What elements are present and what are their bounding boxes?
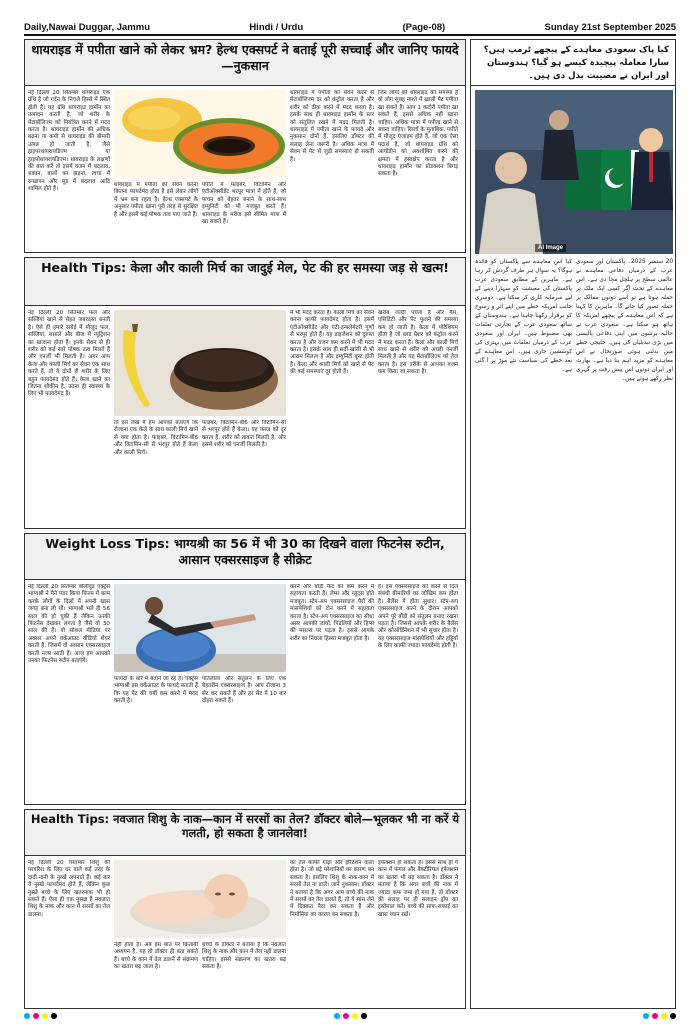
- article-column: का तेल काफी गाढ़ा और इरिटेशन वाला होता है। जो बड़े परेशानियों का कारण बन सकता है। इसलिए शिशु के नाक-कान में सरसों तेल ना डालें। जानें नुकसान। डॉक्टर ने बताया है कि अगर आप बच्चे की नाक में सरसों का तेल डालते हैं, तो ये सांस लेने में दिक्कत पैदा कर सकता है और निमोनिया का कारण बन सकता है।: [290, 860, 374, 918]
- registration-marks-center: [334, 1013, 367, 1019]
- article-column: पपीते में फाइबर, विटामिन और एंटीऑक्सीडेंट भरपूर मात्रा में होते हैं, जो पाचन को बेहतर बनाने के साथ-साथ इम्युनिटी को भी मजबूत करते हैं। थायराइड के मरीज इसे सीमित मात्रा में खा सकते हैं।: [202, 182, 286, 226]
- page-number: (Page-08): [402, 22, 446, 33]
- magenta-mark: [33, 1013, 39, 1019]
- papaya-photo: [114, 90, 286, 178]
- article-column: नई दिल्ली 20 सितम्बर शिशु की परवरिश के लिए घर वाले कई तरह के दादी-नानी के नुस्खे अपनाते हैं। कई बार ये नुस्खे फायदेमंद होते हैं, लेकिन कुछ नुस्खे बच्चे के लिए खतरनाक भी हो सकते हैं। ऐसा ही एक नुस्खा है नवजात शिशु के नाक और कान में सरसों का तेल डालना।: [28, 860, 110, 918]
- article-column: नहीं होता है। अब इस बात पर किताबी अध्ययन है, यह तो डॉक्टर ही बता सकते हैं। बच्चे के कान में तेल डालने से संक्रमण का खतरा बढ़ जाता है।: [114, 942, 198, 971]
- print-footer: [24, 1012, 676, 1020]
- article-column: जिन लोगों को थायराइड की समस्या है वो लोग सुबह नाश्ते में खाली पेट पपीता खा सकते हैं। आप 1 कटोरी पपीता खा सकते हैं, इससे अधिक नहीं खाना चाहिए। अधिक मात्रा में पपीता खाने से बचना चाहिए। रिसर्च के मुताबिक, पपीते में मौजूद एंजाइम होते हैं, जो एक ऐसा पदार्थ है, जो थायराइड ग्रंथि को आयोडीन को अवशोषित करने की क्षमता में हस्तक्षेप करता है और थायराइड हार्मोन का प्रोडक्शन बिगड़ सकता है।: [378, 90, 458, 178]
- article-column: इंफेक्शन हो सकता है। इससे साथ ही ये कान में फंगल और बैक्टीरियल इंफेक्शन का खतरा भी बढ़ सकता है। डॉक्टर ने बताया है कि अगर बच्चे की नाक में ज्यादा कफ जमा हो गया है, तो डॉक्टर की सलाह पर ही सलाइन ड्रॉप का इस्तेमाल करें। बच्चे की साफ-सफाई का खास ध्यान रखें।: [378, 860, 458, 918]
- article-fitness-routine: [24, 533, 466, 805]
- urdu-column: 20 ستمبر 2025۔ پاکستان اور سعودی عرب کے درمیان دفاعی معاہدے نے عالمی سطح پر ہلچل مچا دی ہے۔ اس معاہدے کے تحت اگر کسی ایک ملک پر حملہ ہوتا ہے تو اسے دونوں ممالک پر حملہ تصور کیا جائے گا۔ ماہرین کا کہنا ہے کہ اس معاہدے کے پیچھے امریکہ کا ہاتھ ہو سکتا ہے۔ سعودی عرب نے حالیہ برسوں میں اپنی دفاعی پالیسی میں بڑی تبدیلیاں کی ہیں۔ خلیجی خطے میں بدلتی ہوئی صورتحال نے اس معاہدے کو مزید اہم بنا دیا ہے۔ بھارت اور ایران دونوں اس پیش رفت پر گہری نظر رکھے ہوئے ہیں۔: [576, 259, 673, 382]
- fitness-exercise-photo: [114, 584, 286, 672]
- banana-pepper-photo: [114, 310, 286, 416]
- cyan-mark: [334, 1013, 340, 1019]
- cyan-mark: [643, 1013, 649, 1019]
- yellow-mark: [352, 1013, 358, 1019]
- article-headline: Weight Loss Tips: भाग्यश्री का 56 में भी 30 का दिखने वाला फिटनेस रुटीन, आसान एक्सरसाइज है सीक्रेट: [25, 534, 465, 580]
- article-column: थायराइड में पपीता का सेवन करने से मेटाबॉलिज्म दर को कंट्रोल करता है और शरीर को ठीक करने में मदद करता है। इसके साथ ही थायराइड हार्मोन के स्तर को संतुलित रखने में मदद मिलती है। थायराइड में पपीता खाने के फायदे और नुकसान दोनों हैं, इसलिए डॉक्टर की सलाह लेना जरूरी है। अधिक मात्रा में सेवन से पेट से जुड़ी समस्याएं हो सकती हैं।: [290, 90, 374, 163]
- article-thyroid-papaya: [24, 39, 466, 253]
- edition-language: Hindi / Urdu: [249, 22, 304, 33]
- black-mark: [361, 1013, 367, 1019]
- article-column: नई दिल्ली 20 सितम्बर बॉलीवुड एक्ट्रेस भाग्यश्री ने मैने प्यार किया फिल्म में काम करके लोगों के दिलों में अपनी खास जगह बना ली थी। भाग्यश्री भले ही 56 साल की हो चुकी हैं लेकिन उनकी फिटनेस देखकर लगता है जैसे वो 30 साल की हैं। वो सोशल मीडिया पर अक्सर अपने वर्कआउट वीडियो शेयर करती हैं, जिसमें वो आसान एक्सरसाइज करती नजर आती हैं। आज हम आपको उनका फिटनेस रुटीन बताएंगे।: [28, 584, 110, 665]
- article-column: नई दिल्ली 20 सितम्बर फल और सब्जियां खाने से सेहत जबरदस्त बनती है। ऐसे ही हमारे रसोई में मौजूद फल, सब्जियां, मसाले और बीज में न्यूट्रिशन का खजाना होता है। इनके सेवन से ही शरीर को कई सारे पोषक तत्व मिलते हैं और एनर्जी भी मिलती है। अगर आप केला और काली मिर्च का सेवन एक साथ करते हैं, तो ये दोनों ही शरीर के लिए बहुत फायदेमंद होते हैं। केला खाने का जितना शौकीन है, उतना ही स्वास्थ्य के लिए भी फायदेमंद है।: [28, 310, 110, 398]
- masthead: [24, 22, 676, 36]
- article-column: खराब जल्दी पचता है और गैस, एसिडिटी और पेट फूलने की समस्या कम हो जाती है। केला में पोटैशियम होता है जो ब्लड प्रेशर को कंट्रोल करने में मदद करता है। केला और काली मिर्च साथ खाने से शरीर को अच्छी एनर्जी मिलती है और यह मेटाबॉलिज्म को तेज करता है। इस तरीके से आपका वजन कम किया जा सकता है।: [378, 310, 458, 376]
- article-column: बच्चों के डॉक्टर ने बताया है कि नवजात शिशु के नाक और कान में तेल नहीं डालना चाहिए। इससे संक्रमण का खतरा बढ़ सकता है।: [202, 942, 286, 971]
- article-newborn-oil: [24, 809, 466, 1009]
- magenta-mark: [343, 1013, 349, 1019]
- black-mark: [670, 1013, 676, 1019]
- registration-marks-right: [643, 1013, 676, 1019]
- cyan-mark: [24, 1013, 30, 1019]
- urdu-article-body: [475, 258, 673, 1006]
- article-column: पतिलीला और संतुलन के लिए एक बेहतरीन एक्सरसाइज है। आप रोजाना 3 सेट कर सकते हैं और हर सेट में 10 बार दोहरा सकते हैं।: [202, 676, 286, 705]
- registration-marks-left: [24, 1013, 57, 1019]
- newborn-baby-photo: [114, 860, 286, 938]
- article-column: तो इस लेख में हम आपको बताएंगे कि रोजाना एक केले के साथ काली मिर्च खाने से क्या होता है। फाइबर, विटामिन-बी6 और विटामिन-सी से भरपूर होते हैं केला और काली मिर्च।: [114, 420, 198, 456]
- article-headline: थायराइड में पपीता खाने को लेकर भ्रम? हेल्थ एक्सपर्ट ने बताई पूरी सच्चाई और जानिए फायदे—नुकसान: [25, 40, 465, 86]
- article-column: थायराइड में पपीता का सेवन करना कितना फायदेमंद होता है इसे लेकर लोगों में भ्रम बना रहता है। हेल्थ एक्सपर्ट के अनुसार पपीता खाना पूरी तरह से सुरक्षित है और इसमें कई पोषक तत्व पाए जाते हैं।: [114, 182, 198, 218]
- yellow-mark: [661, 1013, 667, 1019]
- urdu-headline: کیا پاک سعودی معاہدے کے پیچھے ٹرمپ ہیں؟ سارا معاملہ پیچیدہ کیسے ہو گیا؟ ہندوستان اور ایران نے مصیبت بدل دی ہیں۔: [471, 40, 675, 86]
- paper-name: Daily,Nawai Duggar, Jammu: [24, 22, 151, 33]
- magenta-mark: [652, 1013, 658, 1019]
- article-headline: Health Tips: नवजात शिशु के नाक—कान में सरसों का तेल? डॉक्टर बोले—भूलकर भी ना करें ये गलती, हो सकता है जानलेवा!: [25, 810, 465, 856]
- article-column: फाइबर, विटामिन-बी6 और विटामिन-सी से भरपूर होते हैं केला। यह कब्ज को दूर करता है, शरीर को ताकत मिलती है, और इससे शरीर को एनर्जी मिलती है।: [202, 420, 286, 449]
- article-column: करने और बॉडी फैट को कम करने में सहायता करती है। लेग्स और ग्लूट्स होते मजबूत। स्टेप-अप एक्सरसाइज पैरों की मांसपेशियों को टोन करने में सहायता करता है। स्टेप-अप एक्सरसाइज का सीधा असर आपकी जांघों, पिंडलियों और हिप्स की मसल्स पर पड़ता है। इससे आपके शरीर का निचला हिस्सा मजबूत होता है।: [290, 584, 374, 642]
- black-mark: [51, 1013, 57, 1019]
- yellow-mark: [42, 1013, 48, 1019]
- urdu-section: [470, 39, 676, 1009]
- leaders-photo: [475, 90, 673, 254]
- article-column: नई दिल्ली 20 सितम्बर थायराइड एक ग्रंथि है जो गर्दन के निचले हिस्से में स्थित होती है। यह ग्रंथि थायराइड हार्मोन का उत्पादन करती है, जो शरीर के मेटाबॉलिज्म को नियंत्रित करने में मदद करता है। थायराइड हार्मोन की अधिक बढ़ना या कमी से थायराइड की बीमारी उत्पन्न हो जाती है, जैसे हाइपरथायरायडिज्म या हाइपोथायरायडिज्म। थायराइड के लक्षणों की बात करें तो इसमें वजन में बदलाव, थकान, बालों का झड़ना, त्वचा में रूखापन और मूड में बदलाव आदि शामिल होते हैं।: [28, 90, 110, 193]
- article-column: में भी मदद करता है। काली मिर्च का सेवन करना काफी फायदेमंद होता है। इसमें एंटीऑक्सीडेंट और एंटी-इन्फ्लेमेटरी गुणों से भरपूर होते हैं। यह डाइजेशन को दुरुस्त करता है और वजन कम करने में भी मदद करता है। इसके साथ ही सर्दी-खांसी से भी आराम मिलता है और इम्युनिटी बूस्ट होती है। केला और काली मिर्च को खाने से पेट की कई समस्याएं दूर होती हैं।: [290, 310, 374, 376]
- hindi-section: [24, 39, 466, 1009]
- photo-credit-label: AI Image: [535, 244, 566, 252]
- issue-date: Sunday 21st September 2025: [544, 22, 676, 33]
- article-headline: Health Tips: केला और काली मिर्च का जादुई मेल, पेट की हर समस्या जड़ से खत्म!: [25, 258, 465, 306]
- article-column: फायदों के बारे में बताने जा रहे हैं। एक्ट्रेस भाग्यश्री इस वर्कआउट के फायदे बताती हैं कि यह पेट की चर्बी कम करने में मदद करती है।: [114, 676, 198, 705]
- article-banana-pepper: [24, 257, 466, 529]
- urdu-column: کیا اس معاہدے سے پاکستان کو فائدہ ہوگا؟ یہ سوال ہر طرف گردش کر رہا ہے۔ ماہرین کے مطابق سعودی عرب پاکستان کی معیشت کو سہارا دینے کے لیے سرمایہ کاری کر سکتا ہے۔ دوسری جانب امریکہ خطے میں اپنے اثر و رسوخ کو برقرار رکھنا چاہتا ہے۔ ہندوستان کے ساتھ سعودی عرب کے تجارتی تعلقات بھی مضبوط ہیں۔ ایران اور سعودی عرب کے درمیان تعلقات میں بہتری کی کوششیں جاری ہیں۔ اس معاہدے کے بعد خطے کی سیاست نئے موڑ پر آ گئی ہے۔: [475, 259, 572, 373]
- article-column: है। इस एक्सरसाइज को करने से दिल संबंधी बीमारियों का जोखिम कम होता है। बैलेंस में होता सुधार। स्टेप-अप एक्सरसाइज करने के दौरान आपको अपने पूरे बॉडी को संतुलन बनाए रखना पड़ता है। जिससे आपके शरीर के बैलेंस और कोऑर्डिनेशन में भी सुधार होता है। यह एक्सरसाइज मांसपेशियों और हड्डियों के लिए काफी ज्यादा फायदेमंद होती है।: [378, 584, 458, 650]
